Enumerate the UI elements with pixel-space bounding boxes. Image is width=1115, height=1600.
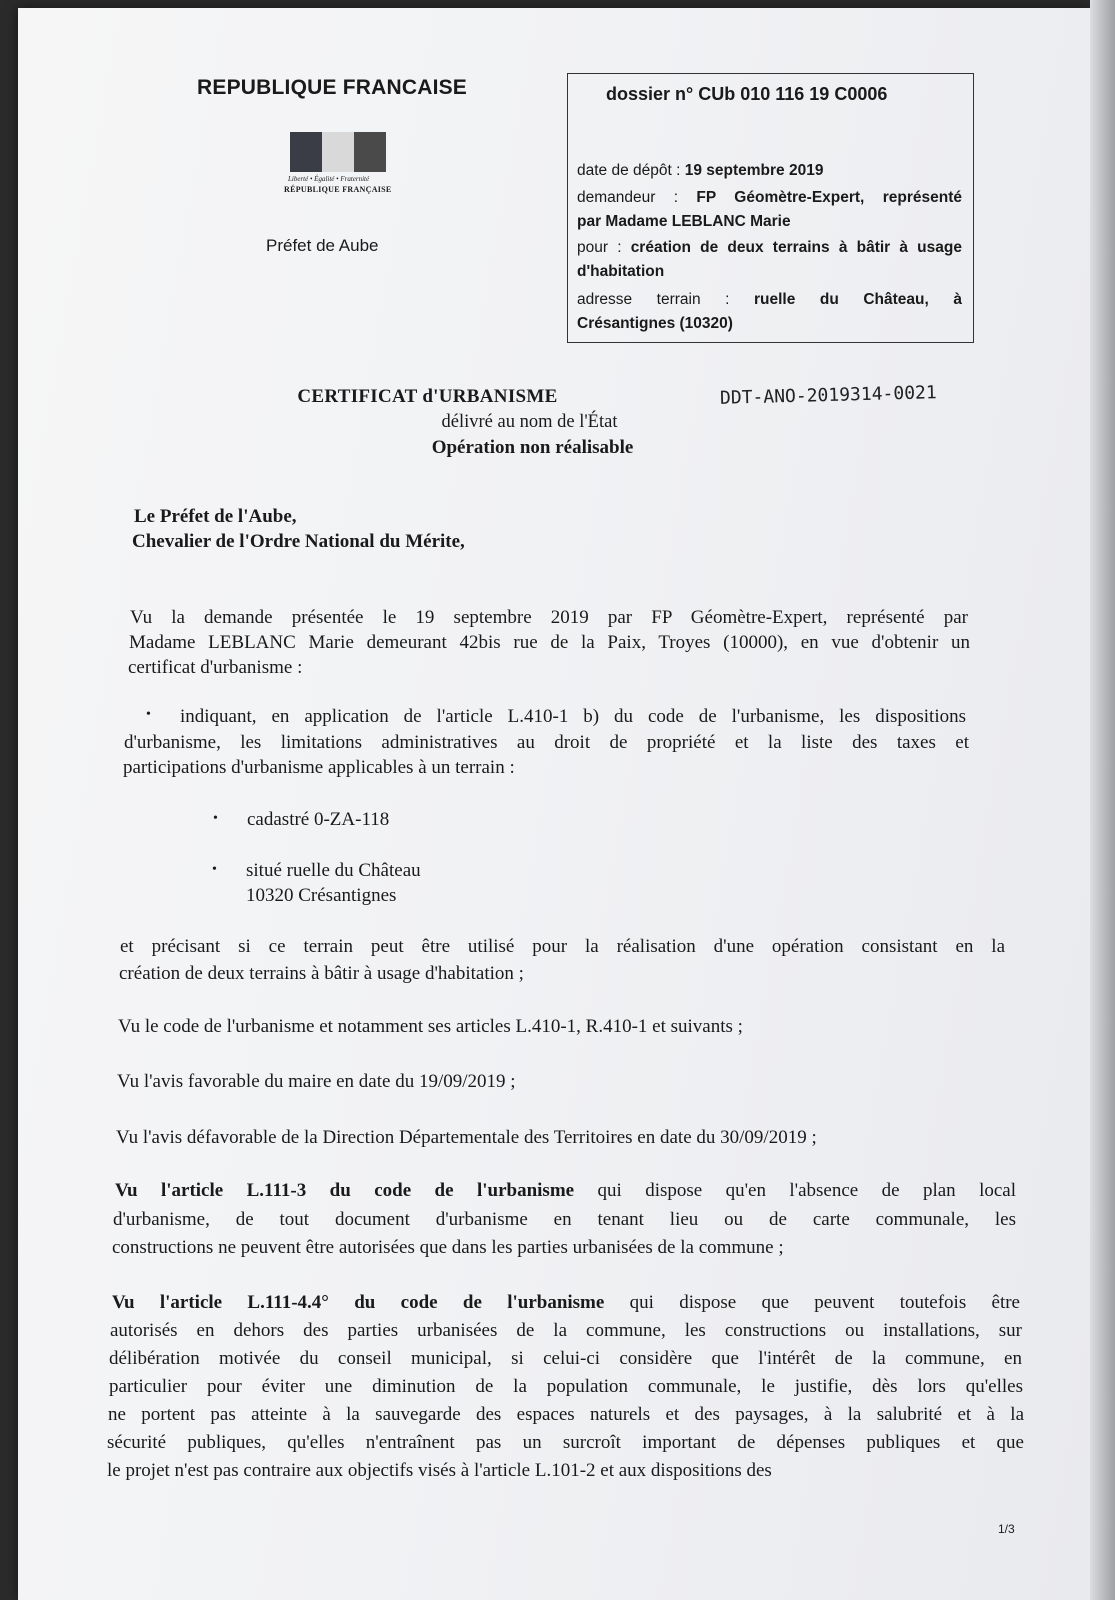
page-edge-shadow [1090, 0, 1115, 1600]
dossier-box [567, 73, 974, 343]
article-l1113-line-3: constructions ne peuvent être autorisées que dans les parties urbanisées de la commune ; [112, 1237, 784, 1258]
article-l1114-line-5: ne portent pas atteinte à la sauvegarde des espaces naturels et des paysages, à la salubrité et à la [108, 1404, 1024, 1425]
logo-devise: Liberté • Égalité • Fraternité [288, 175, 370, 183]
article-l1114-line-3: délibération motivée du conseil municipal, si celui-ci considère que l'intérêt de la commune, en [109, 1348, 1022, 1369]
precisant-line-1: et précisant si ce terrain peut être utilisé pour la réalisation d'une opération consistant en la [120, 936, 1005, 957]
certificate-title: CERTIFICAT d'URBANISME [297, 386, 558, 407]
article-l1114-line-7: le projet n'est pas contraire aux objectifs visés à l'article L.101-2 et aux dispositions des [107, 1460, 772, 1481]
adresse-line-1: adresse terrain : ruelle du Château, à [577, 291, 962, 308]
article-l1114-line-6: sécurité publiques, qu'elles n'entraînent pas un surcroît important de dépenses publiques et que [107, 1432, 1024, 1453]
adresse-line-2: Crésantignes (10320) [577, 315, 733, 332]
page-number: 1/3 [998, 1522, 1015, 1536]
bullet-icon: • [212, 862, 217, 877]
vu-ddt-line: Vu l'avis défavorable de la Direction Départementale des Territoires en date du 30/09/2019 ; [116, 1127, 817, 1148]
vu-demande-line-3: certificat d'urbanisme : [128, 657, 303, 678]
marianne-flag-icon [290, 132, 386, 172]
situe-line-1: situé ruelle du Château [246, 860, 421, 881]
vu-code-line: Vu le code de l'urbanisme et notamment ses articles L.410-1, R.410-1 et suivants ; [118, 1016, 743, 1037]
vu-demande-line-2: Madame LEBLANC Marie demeurant 42bis rue de la Paix, Troyes (10000), en vue d'obtenir un [129, 632, 970, 653]
marianne-logo [272, 132, 398, 204]
article-l1114-line-4: particulier pour éviter une diminution de la population communale, le justifie, dès lors qu'elles [109, 1376, 1023, 1397]
dossier-number: dossier n° CUb 010 116 19 C0006 [606, 84, 888, 104]
pour-line-1: pour : création de deux terrains à bâtir à usage [577, 239, 962, 256]
certificate-subtitle: délivré au nom de l'État [441, 412, 618, 432]
handwritten-reference: DDT-ANO-2019314-0021 [719, 382, 937, 409]
bullet-icon: • [213, 811, 218, 826]
demandeur-line-1: demandeur : FP Géomètre-Expert, représenté [577, 189, 962, 206]
indiquant-line-3: participations d'urbanisme applicables à un terrain : [123, 757, 515, 778]
pour-line-2: d'habitation [577, 263, 665, 280]
depot-line: date de dépôt : 19 septembre 2019 [577, 162, 824, 179]
precisant-line-2: création de deux terrains à bâtir à usage d'habitation ; [119, 963, 524, 984]
article-l1114-line-2: autorisés en dehors des parties urbanisées de la commune, les constructions ou installations, sur [110, 1320, 1022, 1341]
cadastre-line: cadastré 0-ZA-118 [247, 809, 390, 830]
demandeur-line-2: par Madame LEBLANC Marie [577, 213, 791, 230]
vu-maire-line: Vu l'avis favorable du maire en date du 19/09/2019 ; [117, 1071, 516, 1092]
indiquant-line-2: d'urbanisme, les limitations administratives au droit de propriété et la liste des taxes et [124, 732, 969, 753]
prefet-label: Préfet de Aube [266, 236, 379, 255]
article-l1114-line-1: Vu l'article L.111-4.4° du code de l'urbanisme qui dispose que peuvent toutefois être [112, 1292, 1020, 1313]
situe-line-2: 10320 Crésantignes [246, 885, 397, 906]
logo-republic: RÉPUBLIQUE FRANÇAISE [284, 185, 392, 194]
prefet-heading-2: Chevalier de l'Ordre National du Mérite, [132, 531, 465, 552]
prefet-heading-1: Le Préfet de l'Aube, [134, 506, 297, 527]
indiquant-line-1: indiquant, en application de l'article L.410-1 b) du code de l'urbanisme, les dispositions [180, 706, 966, 727]
article-l1113-line-1: Vu l'article L.111-3 du code de l'urbanisme qui dispose qu'en l'absence de plan local [115, 1180, 1016, 1201]
vu-demande-line-1: Vu la demande présentée le 19 septembre 2019 par FP Géomètre-Expert, représenté par [130, 607, 968, 628]
certificate-operation: Opération non réalisable [431, 437, 634, 458]
article-l1113-line-2: d'urbanisme, de tout document d'urbanisme en tenant lieu ou de carte communale, les [113, 1209, 1016, 1230]
republic-title: REPUBLIQUE FRANCAISE [197, 76, 468, 99]
bullet-icon: • [146, 707, 151, 722]
